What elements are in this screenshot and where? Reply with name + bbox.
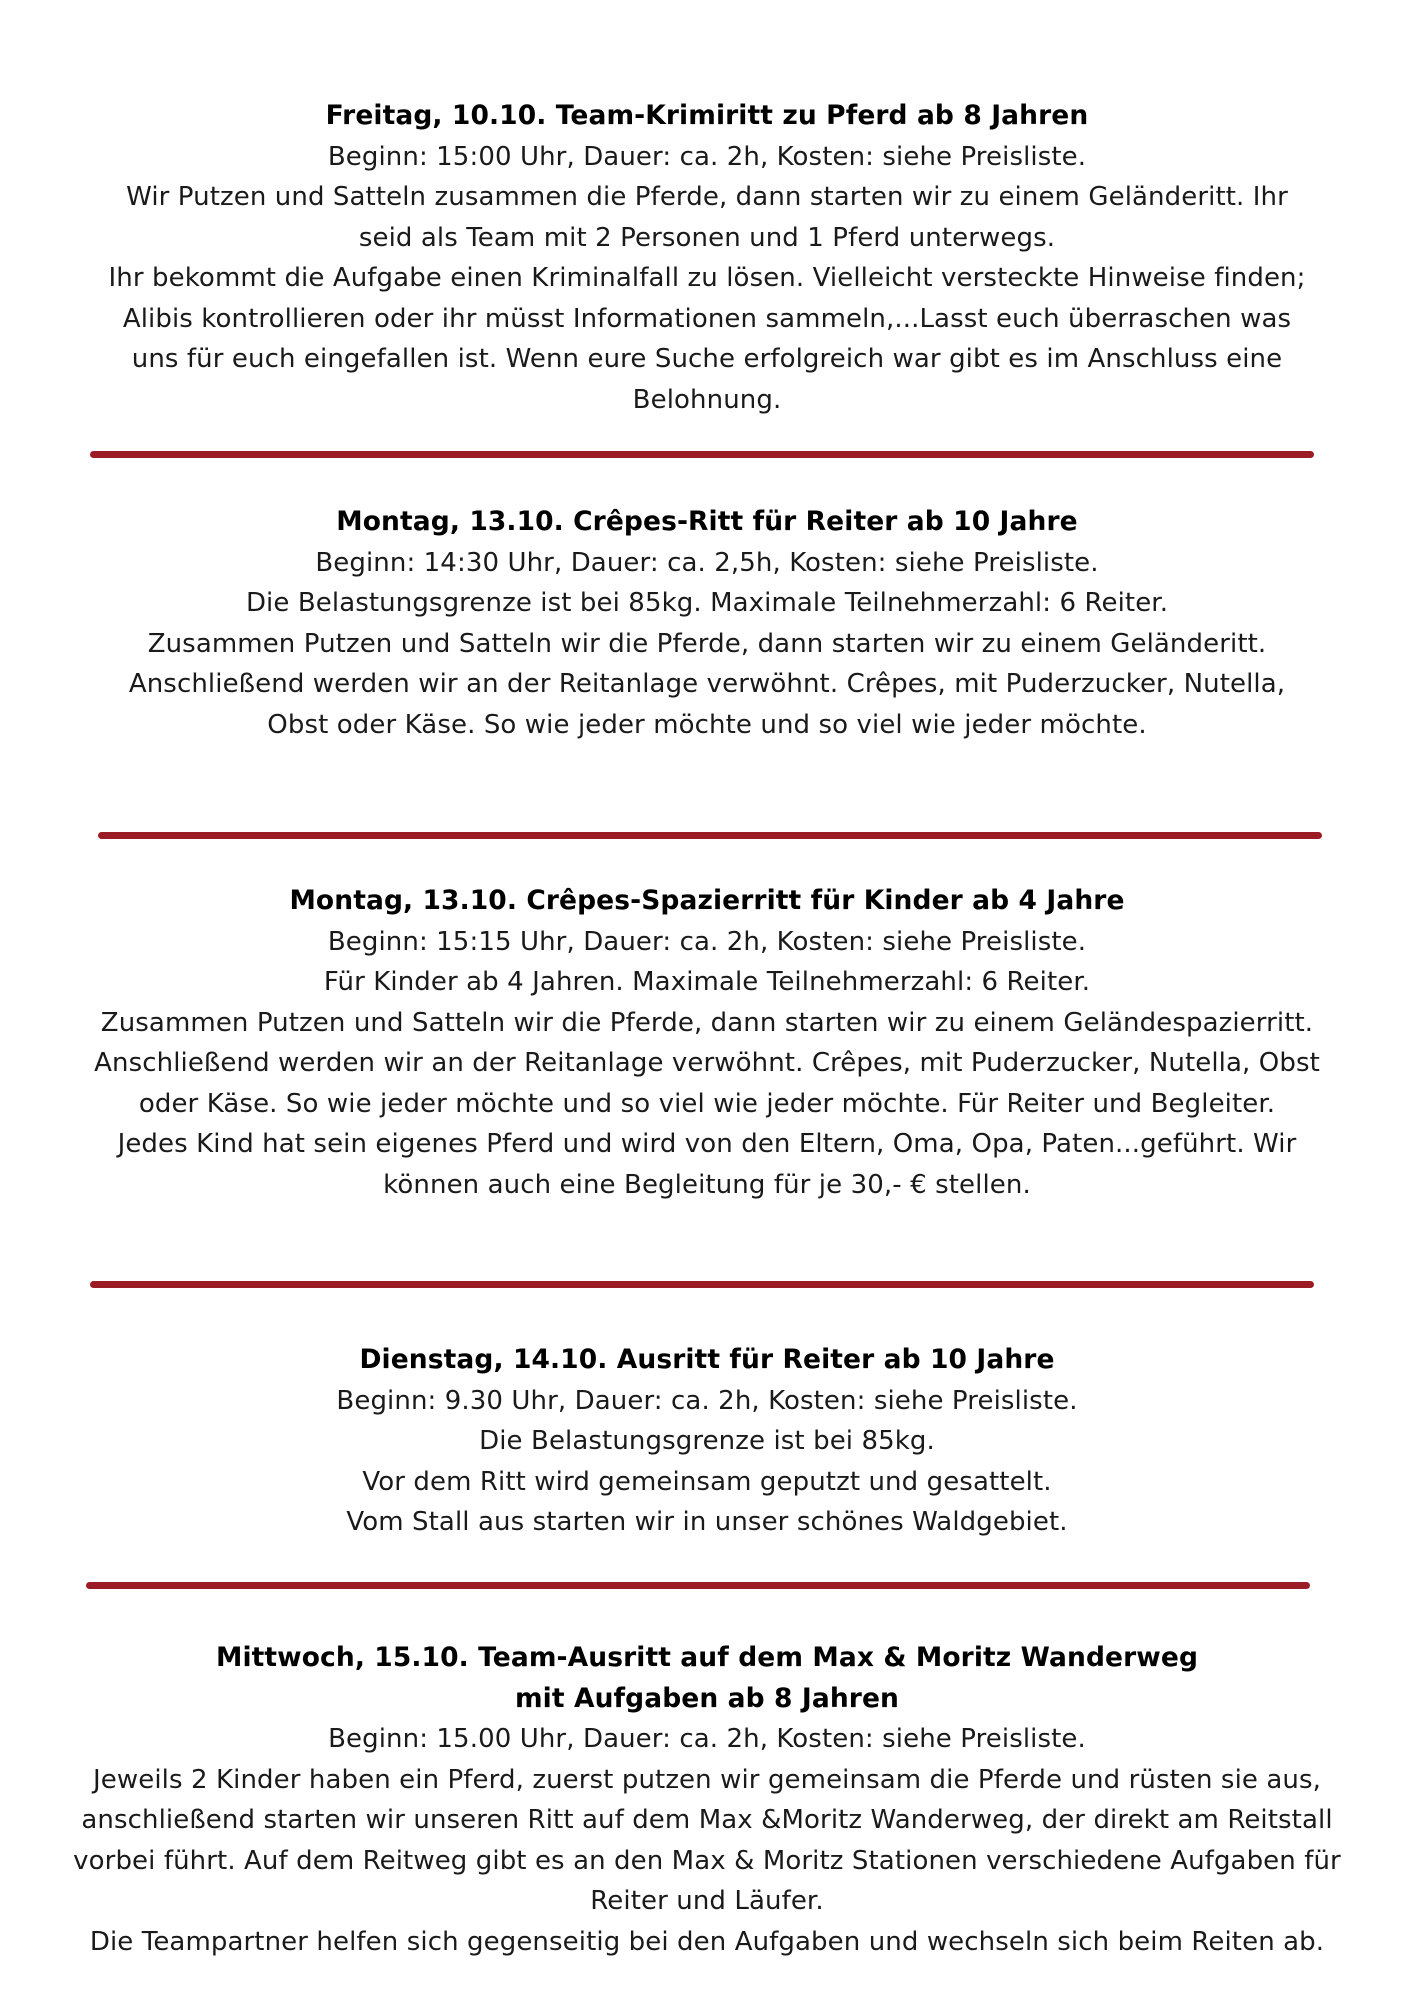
event-title: Freitag, 10.10. Team-Krimiritt zu Pferd ab 8 Jahren bbox=[325, 100, 1089, 131]
event-line: Die Teampartner helfen sich gegenseitig bei den Aufgaben und wechseln sich beim Reiten ab. bbox=[89, 1926, 1325, 1957]
event-line: Jedes Kind hat sein eigenes Pferd und wird von den Eltern, Oma, Opa, Paten...geführt. Wir bbox=[117, 1129, 1297, 1159]
event-line: Für Kinder ab 4 Jahren. Maximale Teilnehmerzahl: 6 Reiter. bbox=[323, 967, 1091, 997]
event-line: Obst oder Käse. So wie jeder möchte und so viel wie jeder möchte. bbox=[267, 709, 1147, 740]
event-line: seid als Team mit 2 Personen und 1 Pferd unterwegs. bbox=[358, 222, 1056, 253]
event-line: Zusammen Putzen und Satteln wir die Pferde, dann starten wir zu einem Geländeritt. bbox=[147, 628, 1267, 659]
event-line: Die Belastungsgrenze ist bei 85kg. Maximale Teilnehmerzahl: 6 Reiter. bbox=[245, 588, 1169, 618]
event-line: Zusammen Putzen und Satteln wir die Pferde, dann starten wir zu einem Geländespazierritt. bbox=[100, 1007, 1314, 1038]
event-line: Belohnung. bbox=[632, 384, 782, 415]
event-ausritt bbox=[0, 1340, 1414, 1543]
event-line: Anschließend werden wir an der Reitanlage verwöhnt. Crêpes, mit Puderzucker, Nutella, Obst bbox=[94, 1048, 1320, 1078]
event-title: Mittwoch, 15.10. Team-Ausritt auf dem Max & Moritz Wanderweg bbox=[215, 1642, 1199, 1673]
event-krimiritt bbox=[0, 96, 1414, 420]
section-divider bbox=[98, 832, 1322, 839]
event-line: Vom Stall aus starten wir in unser schönes Waldgebiet. bbox=[346, 1507, 1068, 1537]
event-line: Beginn: 15:00 Uhr, Dauer: ca. 2h, Kosten: siehe Preisliste. bbox=[327, 141, 1087, 172]
event-line: Jeweils 2 Kinder haben ein Pferd, zuerst putzen wir gemeinsam die Pferde und rüsten sie aus, bbox=[93, 1764, 1321, 1795]
event-line: Die Belastungsgrenze ist bei 85kg. bbox=[479, 1426, 935, 1456]
event-line: Vor dem Ritt wird gemeinsam geputzt und gesattelt. bbox=[362, 1466, 1052, 1497]
event-line: uns für euch eingefallen ist. Wenn eure Suche erfolgreich war gibt es im Anschluss eine bbox=[131, 344, 1283, 374]
event-title: Dienstag, 14.10. Ausritt für Reiter ab 10 Jahre bbox=[359, 1344, 1055, 1375]
event-line: Beginn: 15.00 Uhr, Dauer: ca. 2h, Kosten: siehe Preisliste. bbox=[328, 1724, 1086, 1754]
event-line: Anschließend werden wir an der Reitanlage verwöhnt. Crêpes, mit Puderzucker, Nutella, bbox=[128, 669, 1286, 699]
event-line: können auch eine Begleitung für je 30,- € stellen. bbox=[383, 1169, 1031, 1200]
section-divider bbox=[86, 1582, 1310, 1589]
section-divider bbox=[90, 451, 1314, 458]
event-title: Montag, 13.10. Crêpes-Ritt für Reiter ab 10 Jahre bbox=[336, 506, 1078, 537]
event-line: Reiter und Läufer. bbox=[590, 1886, 824, 1916]
event-line: Beginn: 9.30 Uhr, Dauer: ca. 2h, Kosten: siehe Preisliste. bbox=[336, 1385, 1078, 1416]
event-line: Wir Putzen und Satteln zusammen die Pferde, dann starten wir zu einem Geländeritt. Ihr bbox=[126, 182, 1288, 212]
event-line: Ihr bekommt die Aufgabe einen Kriminalfall zu lösen. Vielleicht versteckte Hinweise finden; bbox=[108, 263, 1306, 293]
event-crepes-spazierritt bbox=[0, 881, 1414, 1205]
event-title-line-2: mit Aufgaben ab 8 Jahren bbox=[514, 1682, 900, 1714]
event-line: Alibis kontrollieren oder ihr müsst Informationen sammeln,...Lasst euch überraschen was bbox=[122, 303, 1292, 334]
event-line: Beginn: 15:15 Uhr, Dauer: ca. 2h, Kosten: siehe Preisliste. bbox=[327, 926, 1087, 957]
event-line: anschließend starten wir unseren Ritt auf dem Max &Moritz Wanderweg, der direkt am Reitstall bbox=[81, 1805, 1333, 1835]
event-crepes-ritt bbox=[0, 502, 1414, 745]
event-team-ausritt bbox=[0, 1638, 1414, 1962]
event-line: oder Käse. So wie jeder möchte und so viel wie jeder möchte. Für Reiter und Begleiter. bbox=[138, 1088, 1276, 1119]
event-line: vorbei führt. Auf dem Reitweg gibt es an den Max & Moritz Stationen verschiedene Aufgaben für bbox=[73, 1845, 1341, 1876]
event-line: Beginn: 14:30 Uhr, Dauer: ca. 2,5h, Kosten: siehe Preisliste. bbox=[315, 547, 1099, 578]
event-title: Montag, 13.10. Crêpes-Spazierritt für Kinder ab 4 Jahre bbox=[289, 885, 1125, 916]
section-divider bbox=[90, 1281, 1314, 1288]
